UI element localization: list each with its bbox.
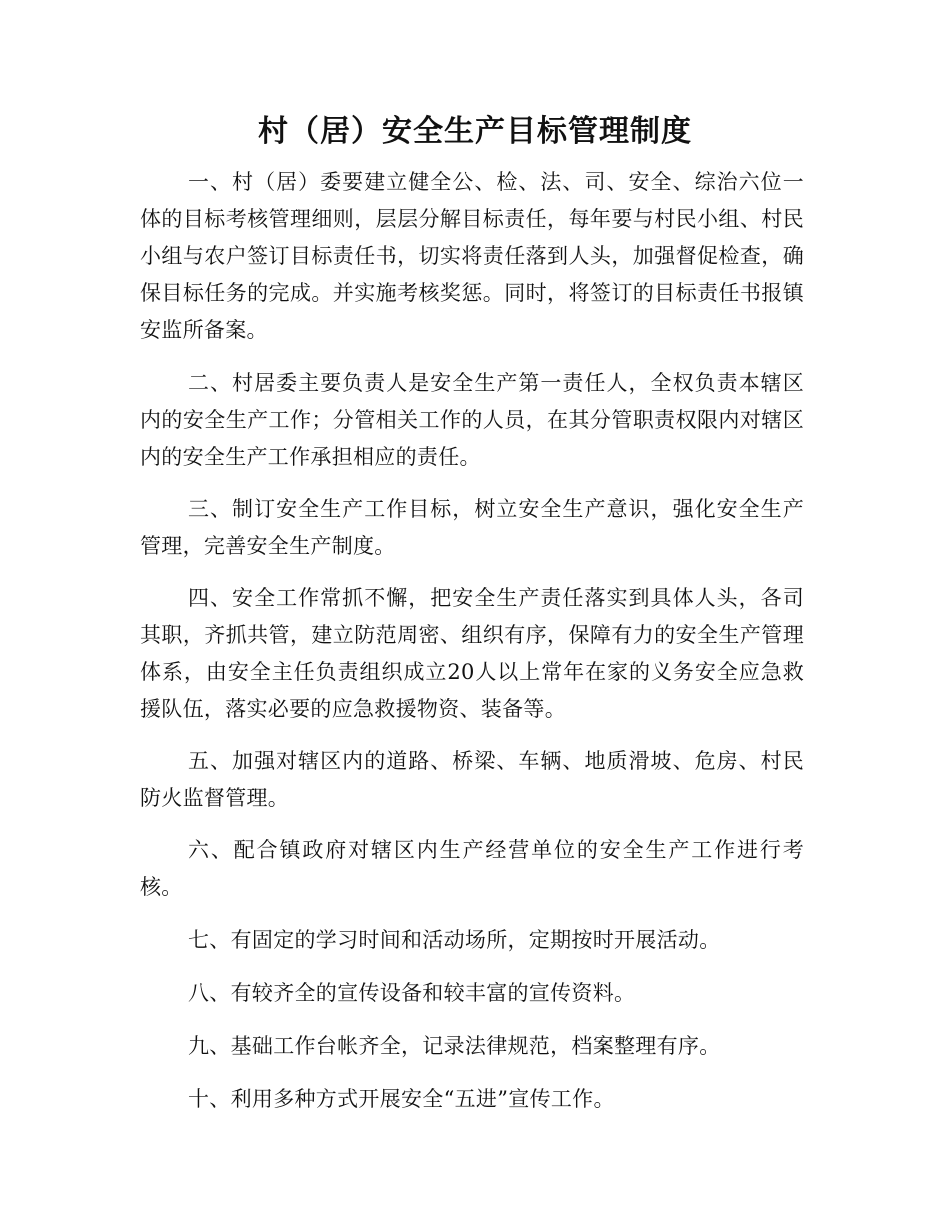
paragraph-1: 一、村（居）委要建立健全公、检、法、司、安全、综治六位一体的目标考核管理细则，层层分解目标责任，每年要与村民小组、村民小组与农户签订目标责任书，切实将责任落到人头，加强督促检查，确保目标任务的完成。并实施考核奖惩。同时，将签订的目标责任书报镇安监所备案。 <box>140 170 804 342</box>
paragraph-6: 六、配合镇政府对辖区内生产经营单位的安全生产工作进行考核。 <box>140 838 804 899</box>
paragraph-4: 四、安全工作常抓不懈，把安全生产责任落实到具体人头，各司其职，齐抓共管，建立防范周密、组织有序，保障有力的安全生产管理体系，由安全主任负责组织成立20人以上常年在家的义务安全应急救援队伍，落实必要的应急救援物资、装备等。 <box>140 586 804 721</box>
paragraph-10: 十、利用多种方式开展安全“五进”宣传工作。 <box>188 1087 615 1111</box>
paragraph-3: 三、制订安全生产工作目标，树立安全生产意识，强化安全生产管理，完善安全生产制度。 <box>140 497 804 558</box>
paragraph-5: 五、加强对辖区内的道路、桥梁、车辆、地质滑坡、危房、村民防火监督管理。 <box>140 749 804 810</box>
document-title: 村（居）安全生产目标管理制度 <box>258 114 692 149</box>
paragraph-2: 二、村居委主要负责人是安全生产第一责任人，全权负责本辖区内的安全生产工作；分管相关工作的人员，在其分管职责权限内对辖区内的安全生产工作承担相应的责任。 <box>140 371 804 469</box>
paragraph-8: 八、有较齐全的宣传设备和较丰富的宣传资料。 <box>188 981 636 1005</box>
document-body <box>140 164 804 1118</box>
paragraph-7: 七、有固定的学习时间和活动场所，定期按时开展活动。 <box>188 928 721 952</box>
paragraph-9: 九、基础工作台帐齐全，记录法律规范，档案整理有序。 <box>188 1034 721 1058</box>
